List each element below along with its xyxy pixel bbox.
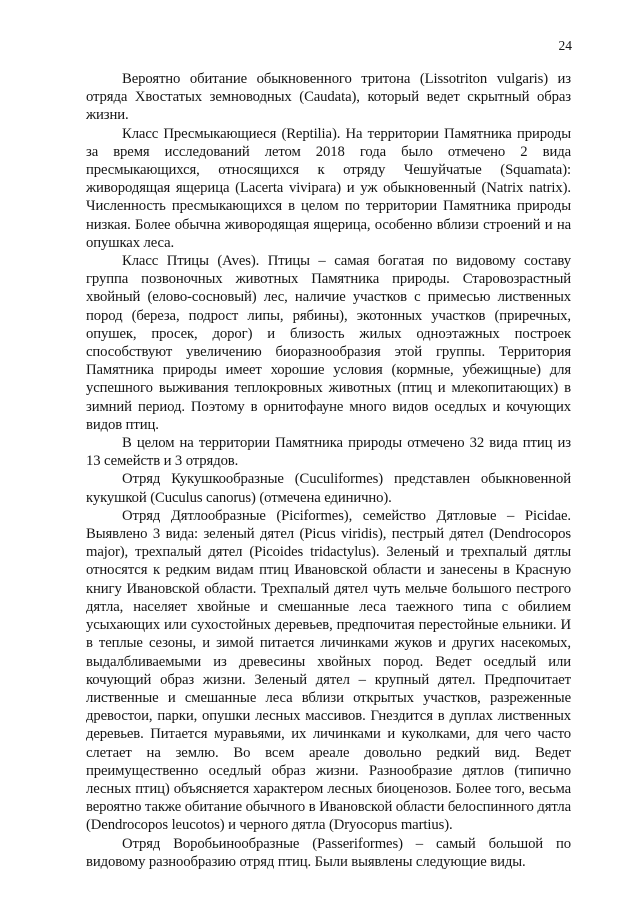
paragraph-cuculiformes: Отряд Кукушкообразные (Cuculiformes) представлен обыкновенной кукушкой (Cuculus canorus) (отмечена единично). — [86, 471, 571, 506]
paragraph-aves: Класс Птицы (Aves). Птицы – самая богатая по видовому составу группа позвоночных животных Памятника природы. Старовозрастный хвойный (елово-сосновый) лес, наличие участков с примесью лиственных пород (береза, подрост липы, рябины), экотонных участков (приречных, опушек, просек, дорог) и близость жилых одноэтажных построек способствуют увеличению биоразнообразия этой группы. Территория Памятника природы имеет хорошие условия (кормные, убежищные) для успешного выживания теплокровных животных (птиц и млекопитающих) в зимний период. Поэтому в орнитофауне много видов оседлых и кочующих видов птиц. — [86, 253, 571, 433]
paragraph-newt: Вероятно обитание обыкновенного тритона (Lissotriton vulgaris) из отряда Хвостатых земноводных (Caudata), который ведет скрытный образ жизни. — [86, 71, 571, 124]
paragraph-passeriformes: Отряд Воробьинообразные (Passeriformes) – самый большой по видовому разнообразию отряд птиц. Были выявлены следующие виды. — [86, 835, 571, 870]
document-body — [86, 70, 571, 871]
paragraph-piciformes: Отряд Дятлообразные (Piciformes), семейство Дятловые – Picidae. Выявлено 3 вида: зеленый дятел (Picus viridis), пестрый дятел (Dendrocopos major), трехпалый дятел (Picoides tridactylus). Зеленый и трехпалый дятлы относятся к редким видам птиц Ивановской области и занесены в Красную книгу Ивановской области. Трехпалый дятел чуть мельче большого пестрого дятла, населяет хвойные и смешанные леса таежного типа с обилием усыхающих или сухостойных деревьев, предпочитая перестойные ельники. И в теплые сезоны, и зимой питается личинками жуков и других насекомых, выдалбливаемыми из древесины хвойных пород. Ведет оседлый или кочующий образ жизни. Зеленый дятел – крупный дятел. Предпочитает лиственные и смешанные леса вблизи открытых участков, разреженные древостои, парки, опушки лесных массивов. Гнездится в дуплах лиственных деревьев. Питается муравьями, их личинками и куколками, для чего часто слетает на землю. Во всем ареале довольно редкий вид. Ведет преимущественно оседлый образ жизни. Разнообразие дятлов (типично лесных птиц) объясняется характером лесных биоценозов. Более того, весьма вероятно также обитание обычного в Ивановской области белоспинного дятла (Dendrocopos leucotos) и черного дятла (Dryocopus martius). — [86, 507, 571, 834]
paragraph-reptilia: Класс Пресмыкающиеся (Reptilia). На территории Памятника природы за время исследований летом 2018 года было отмечено 2 вида пресмыкающихся, относящихся к отряду Чешуйчатые (Squamata): живородящая ящерица (Lacerta vivipara) и уж обыкновенный (Natrix natrix). Численность пресмыкающихся в целом по территории Памятника природы низкая. Более обычна живородящая ящерица, особенно вблизи строений и на опушках леса. — [86, 125, 571, 251]
page-number: 24 — [558, 38, 572, 53]
paragraph-bird-count: В целом на территории Памятника природы отмечено 32 вида птиц из 13 семейств и 3 отрядов. — [86, 435, 571, 470]
